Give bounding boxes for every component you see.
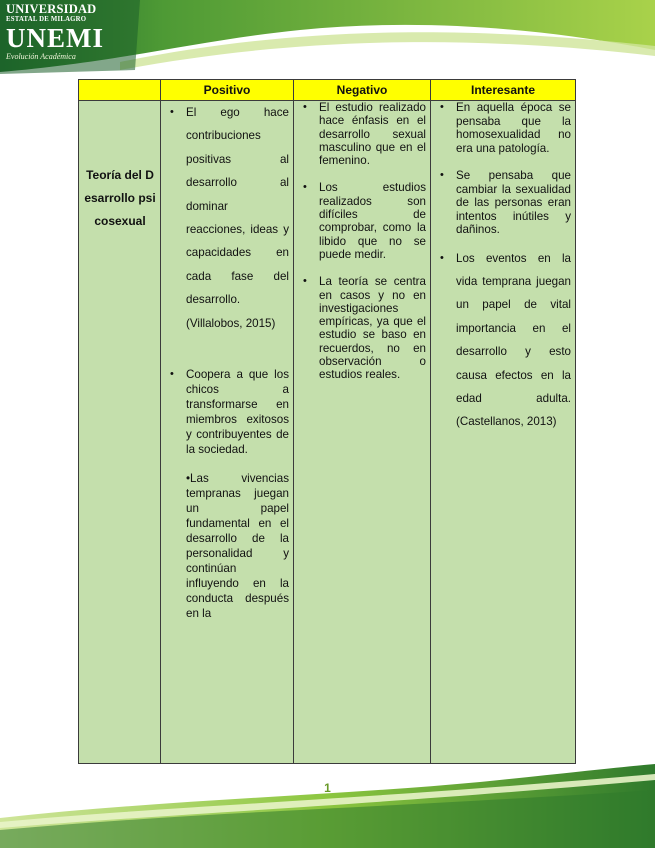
negativo-item: • La teoría se centra en casos y no en investigaciones empíricas, ya que el estudio se baso en recuerdos, no en observación o estudios reales. <box>294 275 430 381</box>
page-number: 1 <box>324 781 331 795</box>
topic-cell <box>79 101 161 764</box>
negativo-item: • El estudio realizado hace énfasis en el desarrollo sexual masculino que en el femenino. <box>294 101 430 167</box>
negativo-item: • Los estudios realizados son difíciles de comprobar, como la libido que no se puede medir. <box>294 181 430 261</box>
interesante-item: • Se pensaba que cambiar la sexualidad de las personas eran intentos inútiles y dañinos. <box>431 169 575 237</box>
positivo-item: • Coopera a que los chicos a transformarse en miembros exitosos y contribuyentes de la sociedad. <box>161 367 293 457</box>
positivo-item: •Las vivencias tempranas juegan un papel fundamental en el desarrollo de la personalidad y continúan influyendo en la conducta después en la <box>186 472 289 621</box>
logo-subtitle: ESTATAL DE MILAGRO <box>6 16 87 23</box>
footer-banner <box>0 760 655 848</box>
ppi-table <box>78 79 576 764</box>
logo-tagline: Evolución Académica <box>6 52 76 61</box>
logo-acronym: UNEMI <box>6 23 104 53</box>
university-logo <box>6 3 121 69</box>
table-row <box>79 101 576 764</box>
positivo-cell <box>161 101 294 764</box>
interesante-item: • En aquella época se pensaba que la homosexualidad no era una patología. <box>431 101 575 155</box>
topic-label: Teoría del Desarrollo psicosexual <box>84 168 156 228</box>
header-positivo: Positivo <box>161 80 294 101</box>
interesante-cell <box>431 101 576 764</box>
negativo-cell <box>294 101 431 764</box>
header-empty <box>79 80 161 101</box>
table-header-row <box>79 80 576 101</box>
positivo-item: • El ego hace contribuciones positivas al desarrollo al dominar reacciones, ideas y capacidades en cada fase del desarrollo. (Villalobos, 2015) <box>161 101 293 335</box>
header-interesante: Interesante <box>431 80 576 101</box>
interesante-item: • Los eventos en la vida temprana juegan un papel de vital importancia en el desarrollo y esto causa efectos en la edad adulta. (Castellanos, 2013) <box>431 247 575 434</box>
logo-title: UNIVERSIDAD <box>6 2 97 16</box>
header-negativo: Negativo <box>294 80 431 101</box>
